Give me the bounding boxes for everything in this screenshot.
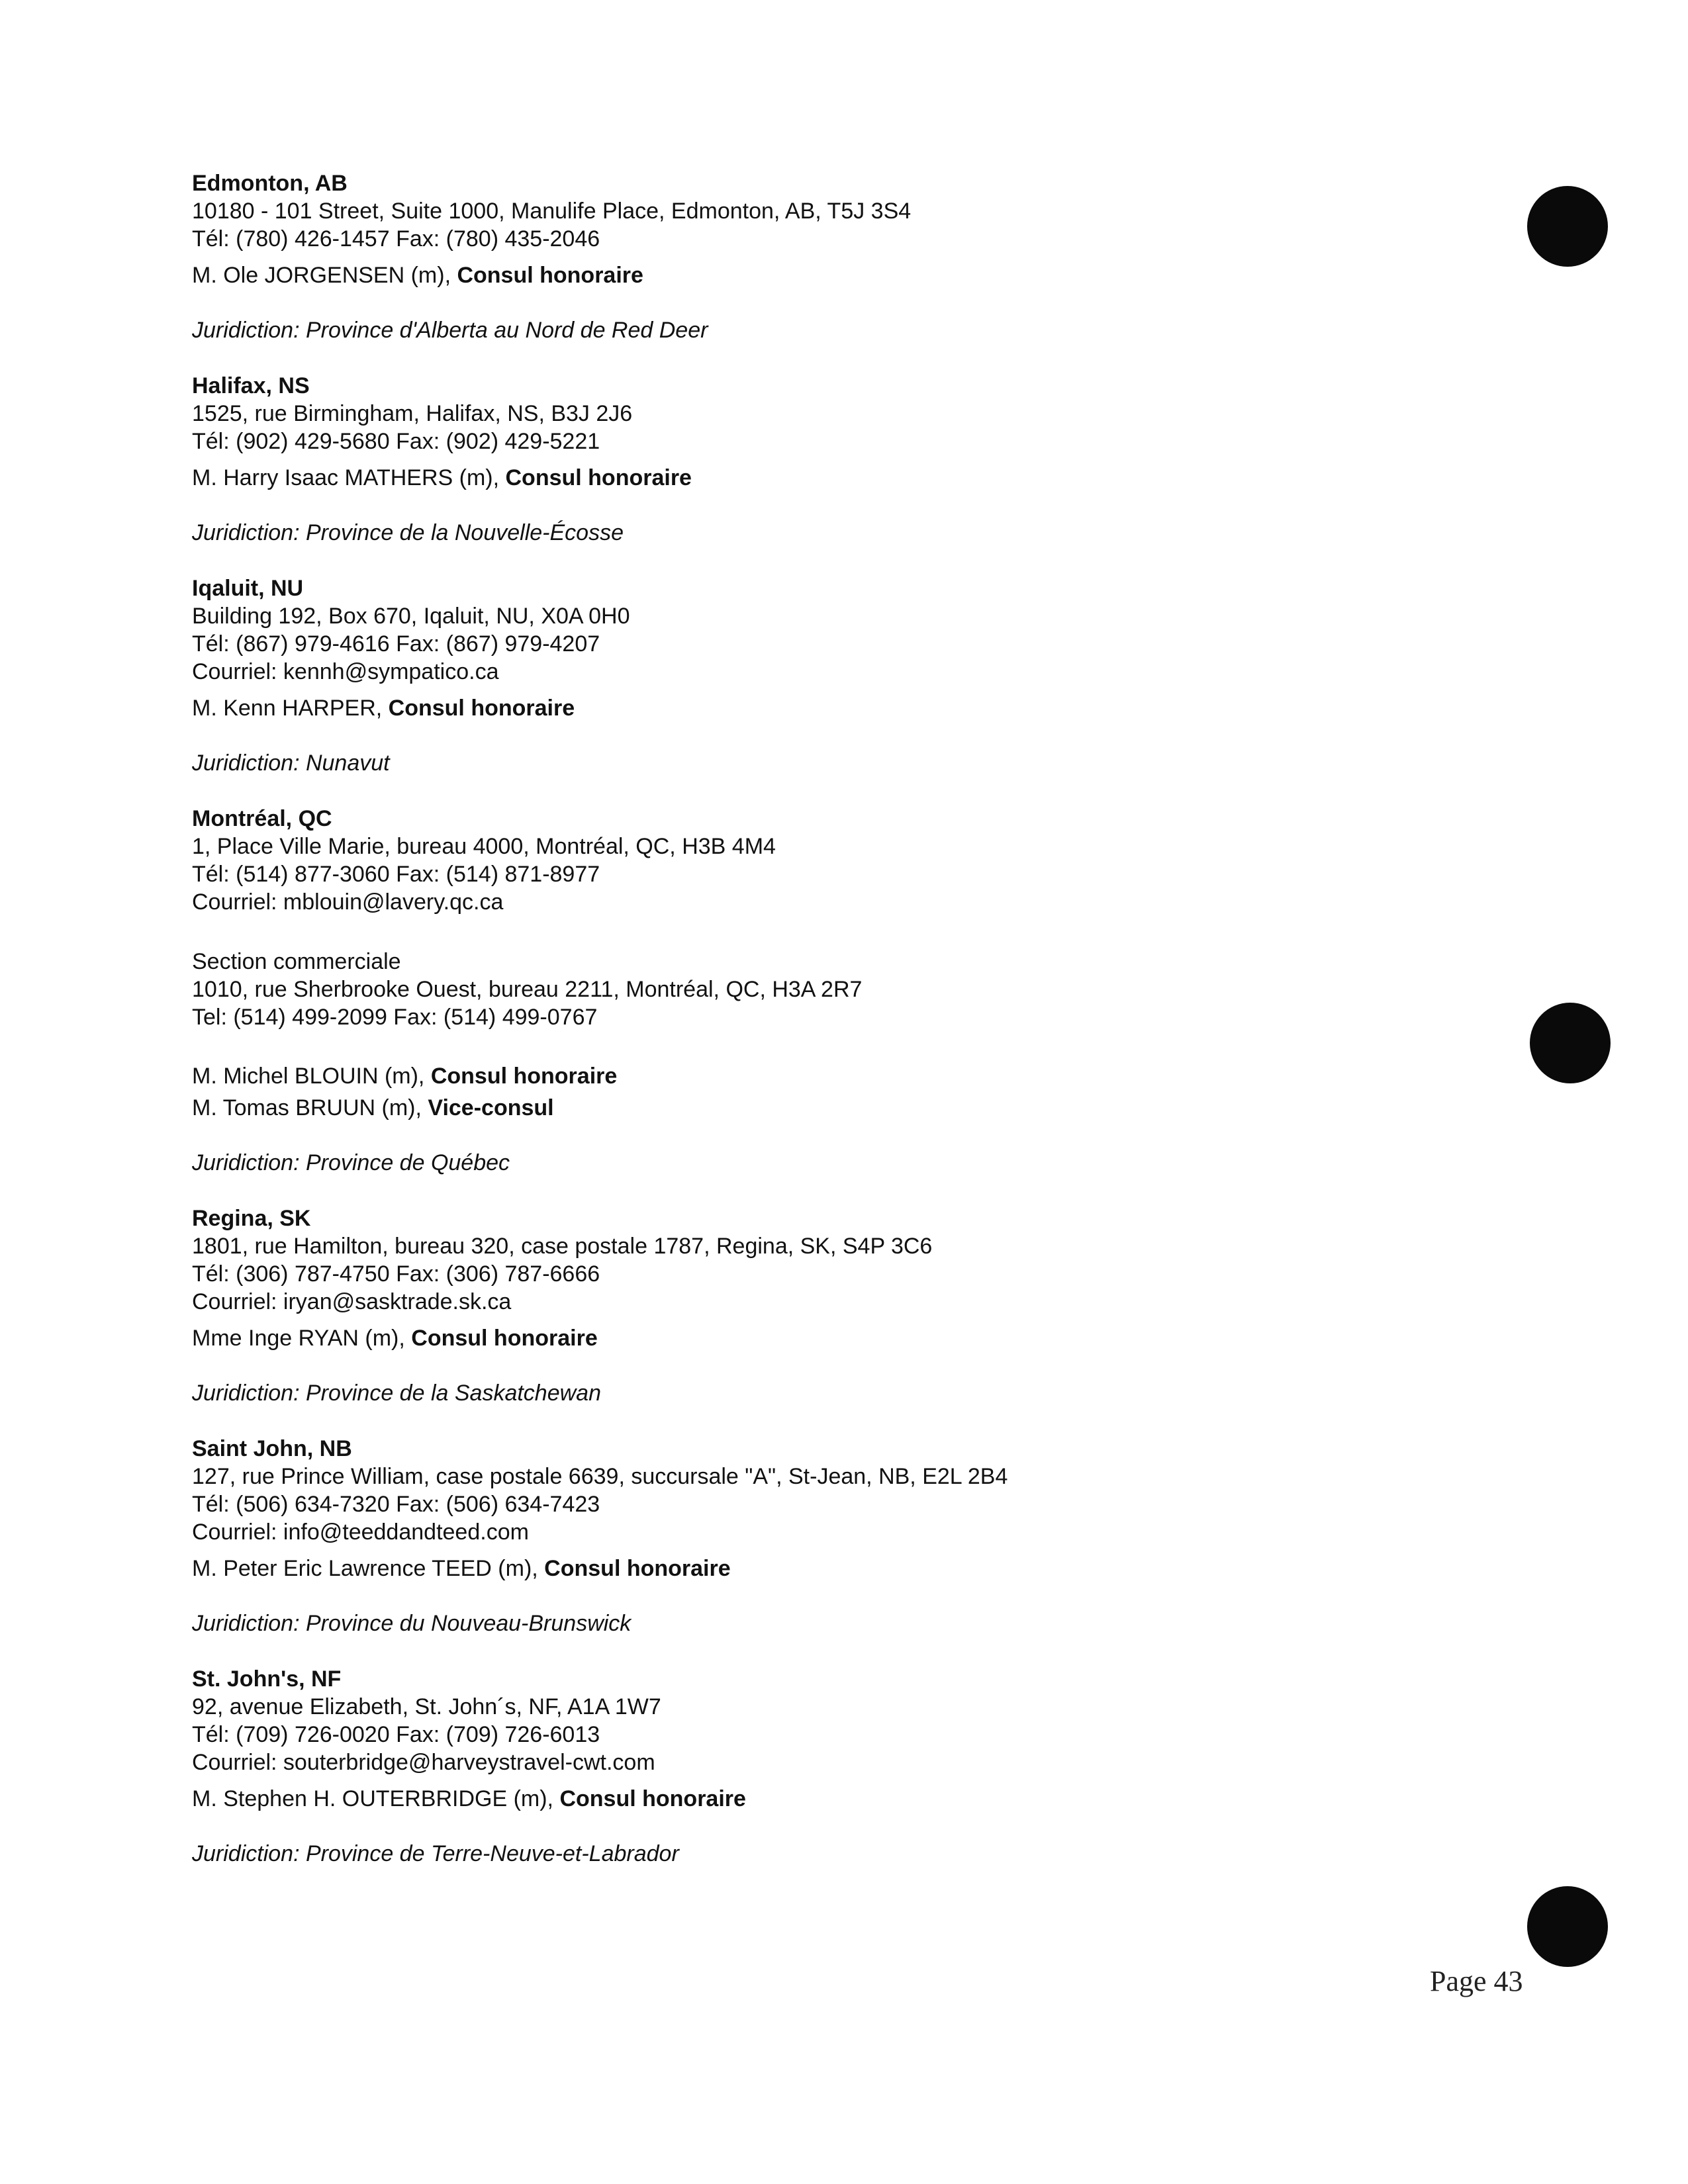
email-line: Courriel: mblouin@lavery.qc.ca (192, 889, 504, 915)
officer-title: Consul honoraire (457, 263, 643, 288)
address-line: 92, avenue Elizabeth, St. John´s, NF, A1A 1W7 (192, 1694, 661, 1719)
officer (192, 1553, 1483, 1584)
officer-name: M. Kenn HARPER, (192, 696, 389, 721)
officer (192, 1322, 1483, 1354)
address-line: 1525, rue Birmingham, Halifax, NS, B3J 2J6 (192, 401, 633, 426)
city-heading: Saint John, NB (192, 1436, 352, 1461)
jurisdiction: Juridiction: Province du Nouveau-Brunswick (192, 1611, 632, 1636)
commercial-section (192, 948, 1483, 1031)
punch-hole-middle (1530, 1003, 1611, 1083)
officer (192, 1783, 1483, 1815)
entry-montreal (192, 805, 1483, 1177)
officer-name: M. Harry Isaac MATHERS (m), (192, 465, 506, 490)
section-address-line: 1010, rue Sherbrooke Ouest, bureau 2211, Montréal, QC, H3A 2R7 (192, 977, 863, 1002)
city-heading: Edmonton, AB (192, 171, 348, 196)
officer-list (192, 692, 1483, 724)
officer-title: Vice-consul (428, 1095, 554, 1120)
officer-title: Consul honoraire (505, 465, 692, 490)
punch-hole-top (1527, 186, 1608, 267)
officer-title: Consul honoraire (411, 1326, 598, 1351)
city-heading: St. John's, NF (192, 1666, 342, 1692)
phone-line: Tél: (780) 426-1457 Fax: (780) 435-2046 (192, 226, 600, 251)
email-line: Courriel: info@teeddandteed.com (192, 1520, 529, 1545)
jurisdiction: Juridiction: Province de Terre-Neuve-et-Labrador (192, 1841, 679, 1866)
officer-title: Consul honoraire (388, 696, 575, 721)
address-line: 10180 - 101 Street, Suite 1000, Manulife Place, Edmonton, AB, T5J 3S4 (192, 199, 912, 224)
punch-hole-bottom (1527, 1886, 1608, 1967)
officer-name: M. Peter Eric Lawrence TEED (m), (192, 1556, 545, 1581)
city-heading: Regina, SK (192, 1206, 311, 1231)
jurisdiction: Juridiction: Province de Québec (192, 1150, 510, 1175)
entry-regina (192, 1205, 1483, 1407)
officer (192, 692, 1483, 724)
officer-name: M. Tomas BRUUN (m), (192, 1095, 428, 1120)
officer-title: Consul honoraire (544, 1556, 731, 1581)
email-line: Courriel: iryan@sasktrade.sk.ca (192, 1289, 512, 1314)
entry-edmonton (192, 169, 1483, 344)
officer-name: M. Michel BLOUIN (m), (192, 1064, 431, 1089)
officer-list (192, 462, 1483, 494)
officer-name: M. Ole JORGENSEN (m), (192, 263, 457, 288)
officer-list (192, 259, 1483, 291)
officer (192, 1060, 1483, 1092)
phone-line: Tél: (306) 787-4750 Fax: (306) 787-6666 (192, 1261, 600, 1287)
officer-list (192, 1322, 1483, 1354)
address-line: 127, rue Prince William, case postale 6639, succursale "A", St-Jean, NB, E2L 2B4 (192, 1464, 1008, 1489)
officer-name: M. Stephen H. OUTERBRIDGE (m), (192, 1786, 560, 1811)
address-line: 1, Place Ville Marie, bureau 4000, Montréal, QC, H3B 4M4 (192, 834, 776, 859)
officer-title: Consul honoraire (559, 1786, 746, 1811)
address-line: Building 192, Box 670, Iqaluit, NU, X0A 0H0 (192, 604, 630, 629)
jurisdiction: Juridiction: Province de la Nouvelle-Écosse (192, 520, 624, 545)
officer-list (192, 1553, 1483, 1584)
officer (192, 259, 1483, 291)
consulate-list (192, 169, 1483, 1895)
phone-line: Tél: (867) 979-4616 Fax: (867) 979-4207 (192, 631, 600, 657)
officer-name: Mme Inge RYAN (m), (192, 1326, 412, 1351)
phone-line: Tél: (902) 429-5680 Fax: (902) 429-5221 (192, 429, 600, 454)
section-phone-line: Tel: (514) 499-2099 Fax: (514) 499-0767 (192, 1005, 598, 1030)
phone-line: Tél: (709) 726-0020 Fax: (709) 726-6013 (192, 1722, 600, 1747)
phone-line: Tél: (514) 877-3060 Fax: (514) 871-8977 (192, 862, 600, 887)
officer-title: Consul honoraire (430, 1064, 618, 1089)
section-heading: Section commerciale (192, 949, 401, 974)
page-number: Page 43 (1430, 1965, 1523, 1997)
officer-list (192, 1060, 1483, 1124)
email-line: Courriel: kennh@sympatico.ca (192, 659, 499, 684)
jurisdiction: Juridiction: Nunavut (192, 751, 390, 776)
phone-line: Tél: (506) 634-7320 Fax: (506) 634-7423 (192, 1492, 600, 1517)
officer-list (192, 1783, 1483, 1815)
city-heading: Halifax, NS (192, 373, 310, 398)
city-heading: Iqaluit, NU (192, 576, 304, 601)
jurisdiction: Juridiction: Province d'Alberta au Nord de Red Deer (192, 318, 708, 343)
entry-st-johns (192, 1665, 1483, 1868)
email-line: Courriel: souterbridge@harveystravel-cwt.com (192, 1750, 655, 1775)
entry-saint-john (192, 1435, 1483, 1637)
entry-iqaluit (192, 574, 1483, 777)
entry-halifax (192, 372, 1483, 547)
city-heading: Montréal, QC (192, 806, 332, 831)
officer (192, 1092, 1483, 1124)
officer (192, 462, 1483, 494)
jurisdiction: Juridiction: Province de la Saskatchewan (192, 1381, 601, 1406)
address-line: 1801, rue Hamilton, bureau 320, case postale 1787, Regina, SK, S4P 3C6 (192, 1234, 933, 1259)
